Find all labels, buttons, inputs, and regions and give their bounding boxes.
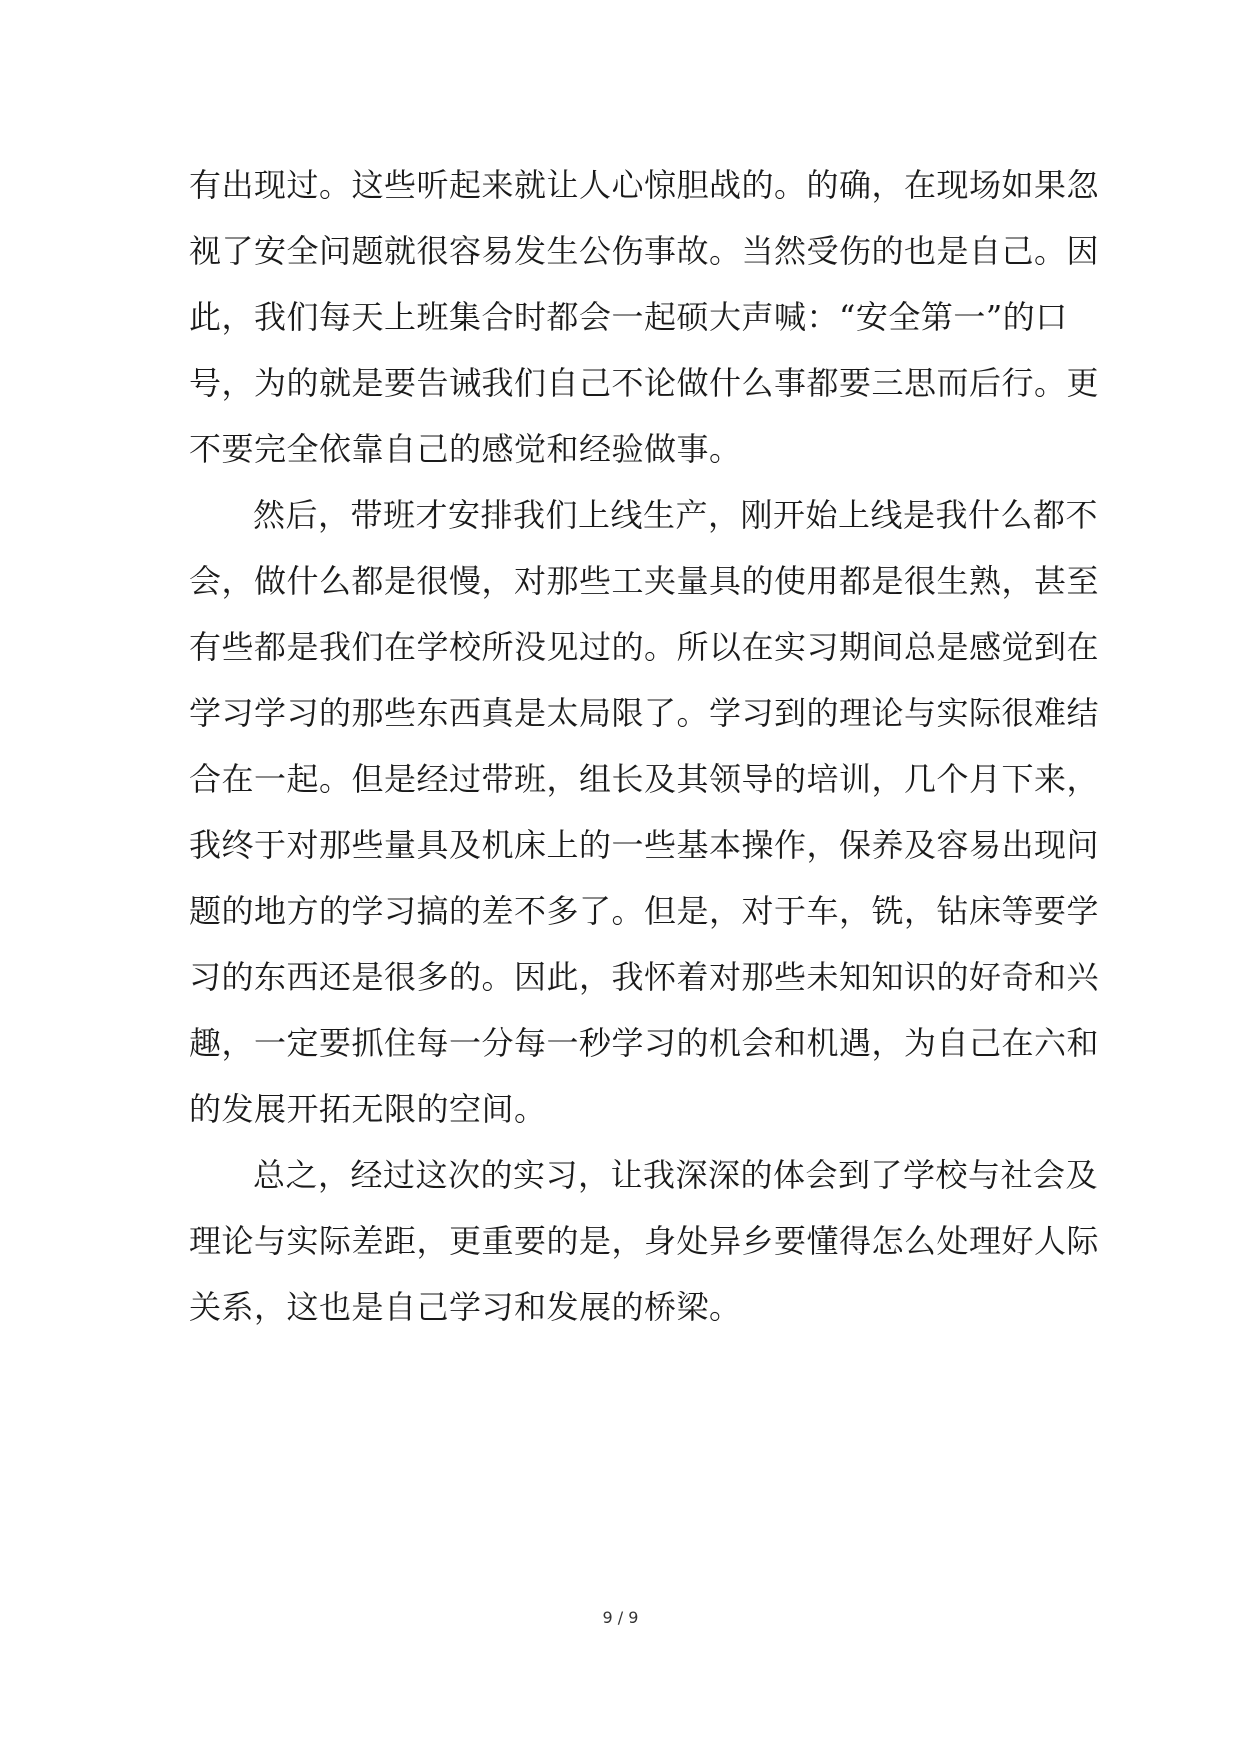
paragraph-1-line-1: 有出现过。这些听起来就让人心惊胆战的。的确，在现场如果忽 (189, 166, 1100, 204)
paragraph-3-line-1: 总之，经过这次的实习，让我深深的体会到了学校与社会及 (253, 1156, 1099, 1194)
paragraph-1-line-4: 号，为的就是要告诫我们自己不论做什么事都要三思而后行。更 (189, 364, 1100, 402)
paragraph-2-line-7: 题的地方的学习搞的差不多了。但是，对于车，铣，钻床等要学 (189, 892, 1100, 930)
paragraph-1-line-5: 不要完全依靠自己的感觉和经验做事。 (189, 430, 742, 468)
paragraph-2-line-2: 会，做什么都是很慢，对那些工夹量具的使用都是很生熟，甚至 (189, 562, 1100, 600)
document-body (189, 152, 1100, 1340)
paragraph-2-line-1: 然后，带班才安排我们上线生产，刚开始上线是我什么都不 (253, 496, 1099, 534)
paragraph-2-line-8: 习的东西还是很多的。因此，我怀着对那些未知知识的好奇和兴 (189, 958, 1100, 996)
paragraph-2-line-6: 我终于对那些量具及机床上的一些基本操作，保养及容易出现问 (189, 826, 1100, 864)
paragraph-2-line-5: 合在一起。但是经过带班，组长及其领导的培训，几个月下来， (189, 760, 1100, 798)
paragraph-1-line-3: 此，我们每天上班集合时都会一起硕大声喊：“安全第一”的口 (189, 298, 1068, 336)
paragraph-2-line-9: 趣，一定要抓住每一分每一秒学习的机会和机遇，为自己在六和 (189, 1024, 1100, 1062)
paragraph-1-line-2: 视了安全问题就很容易发生公伤事故。当然受伤的也是自己。因 (189, 232, 1100, 270)
paragraph-3-line-3: 关系，这也是自己学习和发展的桥梁。 (189, 1288, 742, 1326)
paragraph-2-line-3: 有些都是我们在学校所没见过的。所以在实习期间总是感觉到在 (189, 628, 1100, 666)
page-number: 9 / 9 (602, 1608, 639, 1627)
paragraph-3-line-2: 理论与实际差距，更重要的是，身处异乡要懂得怎么处理好人际 (189, 1222, 1100, 1260)
paragraph-2-line-10: 的发展开拓无限的空间。 (189, 1090, 547, 1128)
paragraph-2-line-4: 学习学习的那些东西真是太局限了。学习到的理论与实际很难结 (189, 694, 1100, 732)
